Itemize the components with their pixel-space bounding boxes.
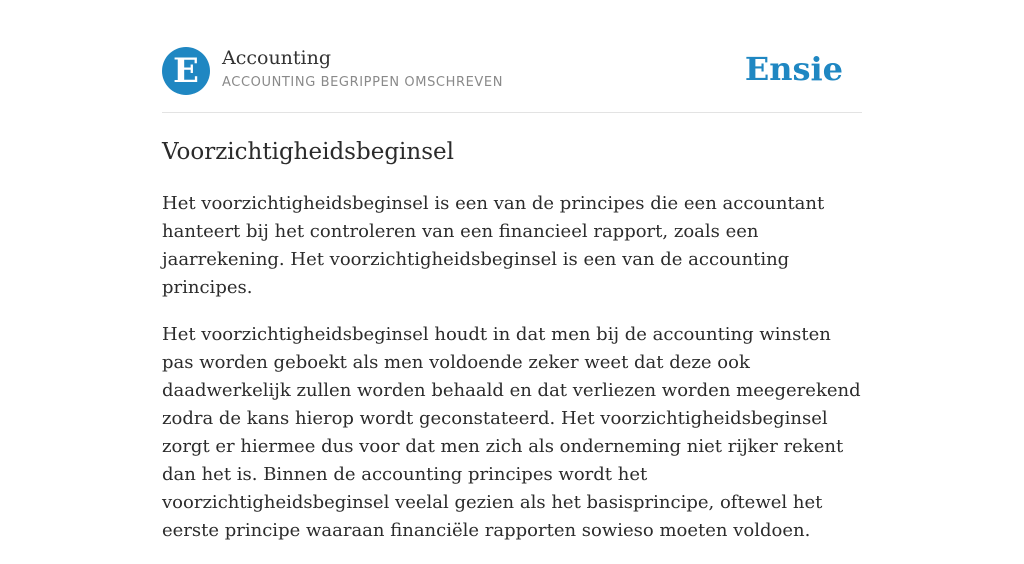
site-logo[interactable] <box>162 47 210 95</box>
article-body <box>162 190 862 564</box>
article-paragraph: Het voorzichtigheidsbeginsel houdt in dat men bij de accounting winsten pas worden geboekt als men voldoende zeker weet dat deze ook daadwerkelijk zullen worden behaald en dat verliezen worden meegerekend zodra de kans hierop wordt geconstateerd. Het voorzichtigheidsbeginsel zorgt er hiermee dus voor dat men zich als onderneming niet rijker rekent dan het is. Binnen de accounting principes wordt het voorzichtigheidsbeginsel veelal gezien als het basisprincipe, oftewel het eerste principe waaraan financiële rapporten sowieso moeten voldoen. <box>162 324 861 541</box>
site-subtitle: ACCOUNTING BEGRIPPEN OMSCHREVEN <box>222 75 504 90</box>
logo-letter: E <box>173 51 199 91</box>
site-header <box>162 0 862 113</box>
article-paragraph: Het voorzichtigheidsbeginsel is een van de principes die een accountant hanteert bij het controleren van een financieel rapport, zoals een jaarrekening. Het voorzichtigheidsbeginsel is een van de accounting principes. <box>162 193 825 298</box>
article-title: Voorzichtigheidsbeginsel <box>162 139 454 165</box>
brand-logo-link[interactable]: Ensie <box>744 50 843 88</box>
site-title-link[interactable]: Accounting <box>222 47 332 69</box>
page-container <box>162 0 862 541</box>
